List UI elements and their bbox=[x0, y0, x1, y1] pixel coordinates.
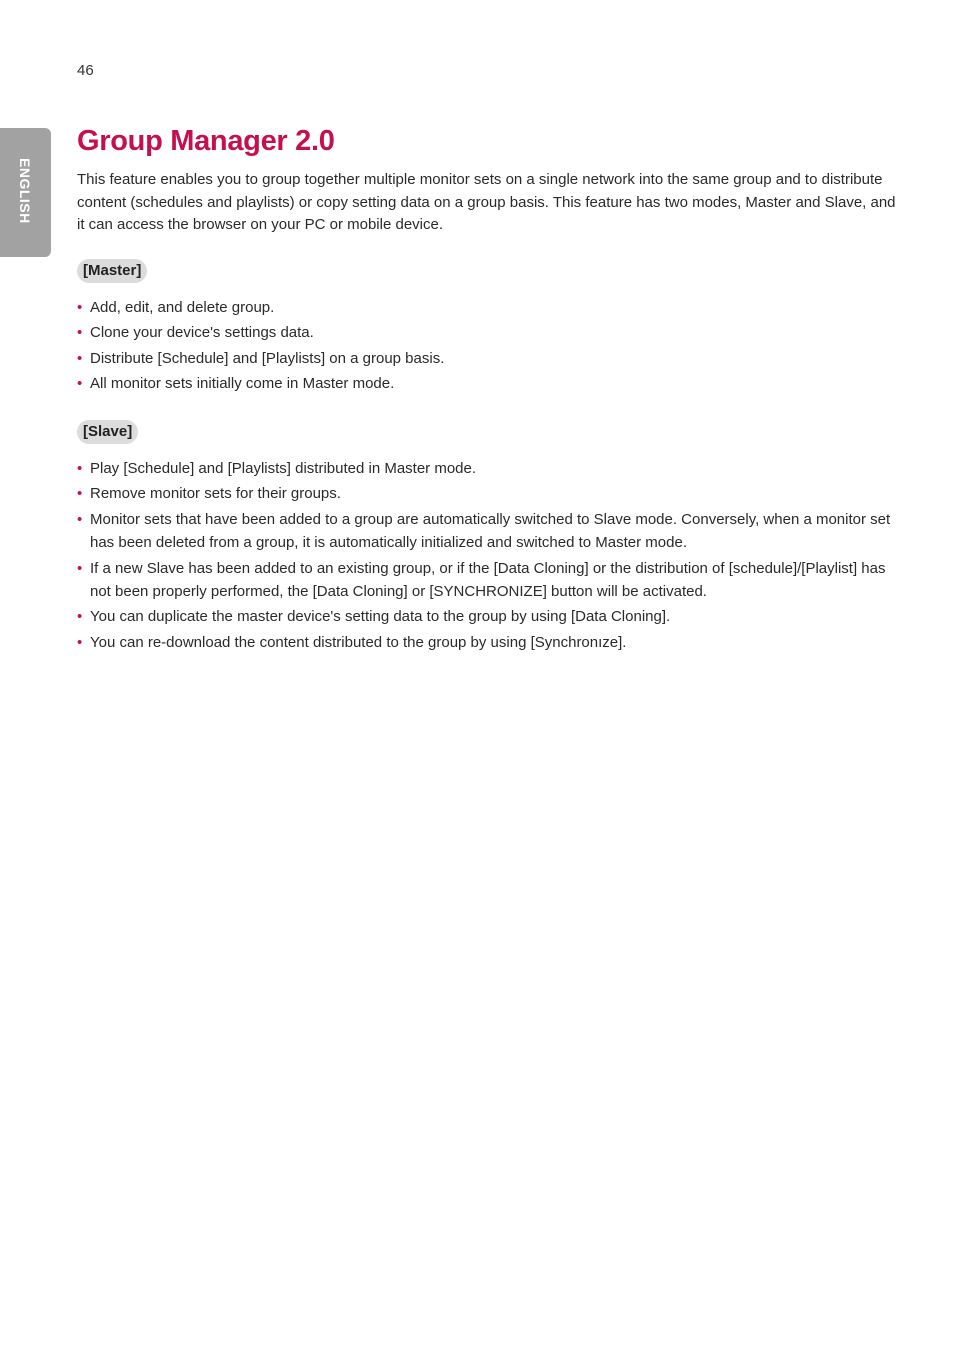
language-tab-label: ENGLISH bbox=[17, 158, 33, 224]
master-list bbox=[77, 296, 903, 396]
bullet-icon: • bbox=[77, 349, 83, 367]
list-item bbox=[77, 482, 903, 505]
bullet-icon: • bbox=[77, 559, 83, 577]
list-item bbox=[77, 457, 903, 480]
list-item-text: Play [Schedule] and [Playlists] distributed in Master mode. bbox=[90, 459, 477, 477]
list-item-text: If a new Slave has been added to an existing group, or if the [Data Cloning] or the distribution of [schedule]/[Playlist] has not been properly performed, the [Data Cloning] or [SYNCHRONIZE] button will be activated. bbox=[90, 559, 886, 600]
list-item-text: Remove monitor sets for their groups. bbox=[90, 485, 341, 503]
bullet-icon: • bbox=[77, 633, 83, 651]
list-item-text: Distribute [Schedule] and [Playlists] on a group basis. bbox=[90, 349, 445, 367]
list-item bbox=[77, 631, 903, 654]
bullet-icon: • bbox=[77, 324, 83, 342]
list-item bbox=[77, 605, 903, 628]
bullet-icon: • bbox=[77, 375, 83, 393]
main-content bbox=[77, 120, 903, 656]
list-item-text: Monitor sets that have been added to a group are automatically switched to Slave mode. Conversely, when a monitor set has been deleted from a group, it is automatically initialized and switched to Master mode. bbox=[90, 511, 891, 552]
list-item-text: All monitor sets initially come in Master mode. bbox=[90, 375, 395, 393]
bullet-icon: • bbox=[77, 485, 83, 503]
list-item bbox=[77, 347, 903, 370]
intro-paragraph: This feature enables you to group together multiple monitor sets on a single network into the same group and to distribute content (schedules and playlists) or copy setting data on a group basis. This feature has two modes, Master and Slave, and it can access the browser on your PC or mobile device. bbox=[77, 171, 896, 233]
list-item-text: You can duplicate the master device's setting data to the group by using [Data Cloning]. bbox=[90, 608, 671, 626]
list-item-text: Add, edit, and delete group. bbox=[90, 298, 275, 316]
bullet-icon: • bbox=[77, 511, 83, 529]
slave-list bbox=[77, 457, 903, 654]
page-title: Group Manager 2.0 bbox=[77, 125, 335, 157]
bullet-icon: • bbox=[77, 459, 83, 477]
list-item-text: You can re-download the content distributed to the group by using [Synchronıze]. bbox=[90, 633, 627, 651]
slave-label: [Slave] bbox=[77, 420, 138, 444]
bullet-icon: • bbox=[77, 298, 83, 316]
language-tab bbox=[0, 128, 51, 257]
list-item bbox=[77, 372, 903, 395]
list-item bbox=[77, 557, 903, 603]
master-label: [Master] bbox=[77, 259, 147, 283]
page-number: 46 bbox=[77, 62, 94, 79]
list-item-text: Clone your device's settings data. bbox=[90, 324, 314, 342]
list-item bbox=[77, 321, 903, 344]
list-item bbox=[77, 508, 903, 554]
list-item bbox=[77, 296, 903, 319]
bullet-icon: • bbox=[77, 608, 83, 626]
